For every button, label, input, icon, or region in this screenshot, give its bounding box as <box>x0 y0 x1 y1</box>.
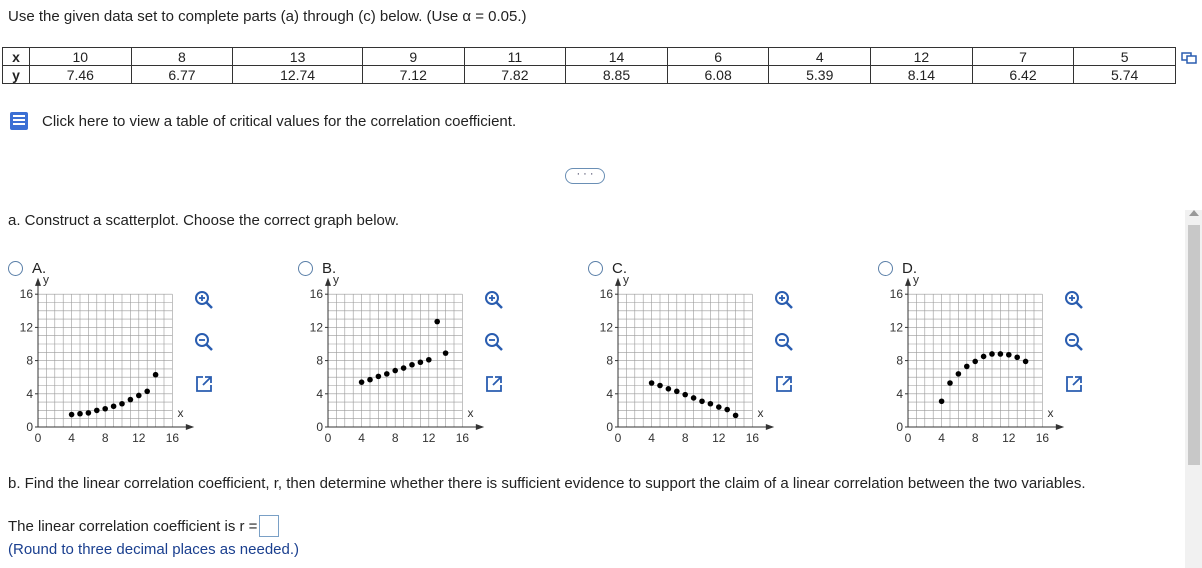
scatterplot-c <box>588 272 764 450</box>
x-axis-arrow <box>1056 424 1064 430</box>
rounding-note: (Round to three decimal places as needed.) <box>8 541 300 558</box>
option-label: D. <box>902 260 917 277</box>
data-point <box>1023 359 1029 365</box>
data-point <box>649 380 655 386</box>
table-cell-x: 14 <box>566 48 668 66</box>
y-axis-label: y <box>43 272 49 287</box>
answer-line <box>8 515 279 537</box>
x-axis-label: x <box>177 406 184 420</box>
x-tick-label: 8 <box>391 431 399 445</box>
data-point <box>401 365 407 371</box>
option-a[interactable] <box>8 260 268 450</box>
y-tick-label: 0 <box>26 420 33 434</box>
table-cell-x: 11 <box>464 48 566 66</box>
data-point <box>111 403 117 409</box>
y-tick-label: 12 <box>19 320 33 335</box>
data-point <box>409 362 415 368</box>
table-cell-y: 5.39 <box>769 66 871 84</box>
data-point <box>443 350 449 356</box>
data-point <box>674 389 680 395</box>
book-icon <box>8 110 32 132</box>
y-axis-arrow <box>325 278 331 286</box>
correlation-answer-input[interactable] <box>259 515 279 537</box>
data-point <box>1014 354 1020 360</box>
data-point <box>956 371 962 377</box>
data-point <box>434 319 440 325</box>
open-new-window-icon[interactable] <box>1064 374 1084 394</box>
y-tick-label: 8 <box>26 353 33 368</box>
y-tick-label: 4 <box>896 386 903 401</box>
x-tick-label: 8 <box>681 431 689 445</box>
data-point <box>418 359 424 365</box>
x-tick-label: 8 <box>101 431 109 445</box>
table-cell-y: 12.74 <box>233 66 363 84</box>
data-point <box>657 383 663 389</box>
open-new-window-icon[interactable] <box>774 374 794 394</box>
table-cell-x: 6 <box>667 48 769 66</box>
table-row-y <box>3 66 1176 84</box>
data-point <box>998 351 1004 357</box>
table-cell-y: 7.82 <box>464 66 566 84</box>
x-axis-label: x <box>467 406 474 420</box>
x-tick-label: 0 <box>324 431 332 445</box>
y-tick-label: 0 <box>606 420 613 434</box>
x-tick-label: 8 <box>971 431 979 445</box>
x-tick-label: 4 <box>68 431 75 445</box>
open-new-window-icon[interactable] <box>484 374 504 394</box>
y-tick-label: 4 <box>26 386 33 401</box>
data-point <box>86 410 92 416</box>
x-tick-label: 12 <box>712 431 726 445</box>
x-tick-label: 0 <box>614 431 622 445</box>
table-cell-y: 8.85 <box>566 66 668 84</box>
critical-values-link[interactable] <box>8 110 516 132</box>
option-c-radio[interactable] <box>588 261 603 276</box>
x-axis-arrow <box>476 424 484 430</box>
y-tick-label: 0 <box>316 420 323 434</box>
y-tick-label: 4 <box>606 386 613 401</box>
y-tick-label: 16 <box>19 287 33 302</box>
zoom-out-icon[interactable] <box>1064 332 1084 352</box>
zoom-out-icon[interactable] <box>484 332 504 352</box>
table-cell-x: 12 <box>871 48 973 66</box>
data-point <box>359 379 365 385</box>
table-row-x <box>3 48 1176 66</box>
data-point <box>1006 352 1012 358</box>
table-cell-y: 7.12 <box>362 66 464 84</box>
row-header-y: y <box>3 66 30 84</box>
x-tick-label: 16 <box>165 431 180 445</box>
table-cell-y: 8.14 <box>871 66 973 84</box>
x-tick-label: 12 <box>1002 431 1016 445</box>
more-button[interactable]: · · · <box>565 168 605 184</box>
table-cell-x: 9 <box>362 48 464 66</box>
data-point <box>136 393 142 399</box>
y-tick-label: 0 <box>896 420 903 434</box>
y-tick-label: 8 <box>896 353 903 368</box>
row-header-x: x <box>3 48 30 66</box>
data-point <box>94 408 100 414</box>
x-tick-label: 0 <box>904 431 912 445</box>
data-point <box>947 380 953 386</box>
y-axis-label: y <box>333 272 339 287</box>
data-point <box>716 404 722 410</box>
zoom-in-icon[interactable] <box>774 290 794 310</box>
table-cell-x: 4 <box>769 48 871 66</box>
table-cell-y: 5.74 <box>1074 66 1176 84</box>
x-tick-label: 4 <box>648 431 655 445</box>
zoom-in-icon[interactable] <box>484 290 504 310</box>
data-point <box>119 401 125 407</box>
data-point <box>708 401 714 407</box>
y-axis-label: y <box>913 272 919 287</box>
table-cell-x: 5 <box>1074 48 1176 66</box>
scatterplot-d <box>878 272 1054 450</box>
data-point <box>989 351 995 357</box>
data-point <box>981 354 987 360</box>
scroll-up-arrow-icon[interactable] <box>1189 210 1199 216</box>
critical-values-link-text[interactable]: Click here to view a table of critical values for the correlation coefficient. <box>42 112 517 130</box>
data-point <box>682 392 688 398</box>
data-point <box>666 386 672 392</box>
x-axis-label: x <box>1047 406 1054 420</box>
data-point <box>367 377 373 383</box>
part-a-question: a. Construct a scatterplot. Choose the correct graph below. <box>8 212 400 229</box>
data-point <box>426 357 432 363</box>
data-point <box>733 413 739 419</box>
table-cell-x: 10 <box>30 48 132 66</box>
data-point <box>153 372 159 378</box>
zoom-in-icon[interactable] <box>1064 290 1084 310</box>
part-b-question: b. Find the linear correlation coefficient, r, then determine whether there is sufficient evidence to support the claim of a linear correlation between the two variables. <box>8 475 1086 492</box>
option-a-radio[interactable] <box>8 261 23 276</box>
option-label: C. <box>612 260 627 277</box>
x-tick-label: 12 <box>132 431 146 445</box>
zoom-out-icon[interactable] <box>194 332 214 352</box>
x-tick-label: 4 <box>938 431 945 445</box>
open-new-window-icon[interactable] <box>194 374 214 394</box>
table-cell-x: 13 <box>233 48 363 66</box>
zoom-in-icon[interactable] <box>194 290 214 310</box>
option-d[interactable] <box>878 260 1138 450</box>
answer-prompt: The linear correlation coefficient is r = <box>8 517 258 535</box>
y-axis-arrow <box>615 278 621 286</box>
data-point <box>699 398 705 404</box>
scrollbar-thumb[interactable] <box>1188 225 1200 465</box>
data-point <box>964 364 970 370</box>
y-tick-label: 12 <box>599 320 613 335</box>
option-c[interactable] <box>588 260 848 450</box>
data-table <box>2 47 1176 84</box>
data-point <box>384 371 390 377</box>
table-cell-y: 6.77 <box>131 66 233 84</box>
table-cell-y: 6.42 <box>972 66 1074 84</box>
y-tick-label: 16 <box>309 287 323 302</box>
x-tick-label: 4 <box>358 431 365 445</box>
data-point <box>77 411 83 417</box>
x-tick-label: 0 <box>34 431 42 445</box>
data-point <box>102 406 108 412</box>
y-tick-label: 4 <box>316 386 323 401</box>
option-b[interactable] <box>298 260 558 450</box>
data-point <box>69 412 75 418</box>
y-tick-label: 12 <box>309 320 323 335</box>
y-tick-label: 12 <box>889 320 903 335</box>
option-label: A. <box>32 260 47 277</box>
zoom-out-icon[interactable] <box>774 332 794 352</box>
table-cell-y: 6.08 <box>667 66 769 84</box>
y-axis-arrow <box>35 278 41 286</box>
scatterplot-a <box>8 272 184 450</box>
y-axis-label: y <box>623 272 629 287</box>
x-tick-label: 16 <box>455 431 470 445</box>
table-cell-x: 7 <box>972 48 1074 66</box>
data-point <box>939 398 945 404</box>
data-point <box>691 395 697 401</box>
y-tick-label: 16 <box>889 287 903 302</box>
data-point <box>392 368 398 374</box>
y-axis-arrow <box>905 278 911 286</box>
y-tick-label: 16 <box>599 287 613 302</box>
x-tick-label: 16 <box>745 431 760 445</box>
y-tick-label: 8 <box>606 353 613 368</box>
data-point <box>724 407 730 413</box>
instruction-text: Use the given data set to complete parts (a) through (c) below. (Use α = 0.05.) <box>8 8 527 25</box>
data-point <box>144 389 150 395</box>
x-axis-arrow <box>186 424 194 430</box>
x-axis-arrow <box>766 424 774 430</box>
scatterplot-b <box>298 272 474 450</box>
option-b-radio[interactable] <box>298 261 313 276</box>
y-tick-label: 8 <box>316 353 323 368</box>
copy-icon[interactable] <box>1181 52 1197 64</box>
table-cell-y: 7.46 <box>30 66 132 84</box>
table-cell-x: 8 <box>131 48 233 66</box>
x-axis-label: x <box>757 406 764 420</box>
data-point <box>376 374 382 380</box>
data-point <box>128 397 134 403</box>
x-tick-label: 12 <box>422 431 436 445</box>
option-d-radio[interactable] <box>878 261 893 276</box>
data-point <box>972 359 978 365</box>
option-label: B. <box>322 260 337 277</box>
x-tick-label: 16 <box>1035 431 1050 445</box>
